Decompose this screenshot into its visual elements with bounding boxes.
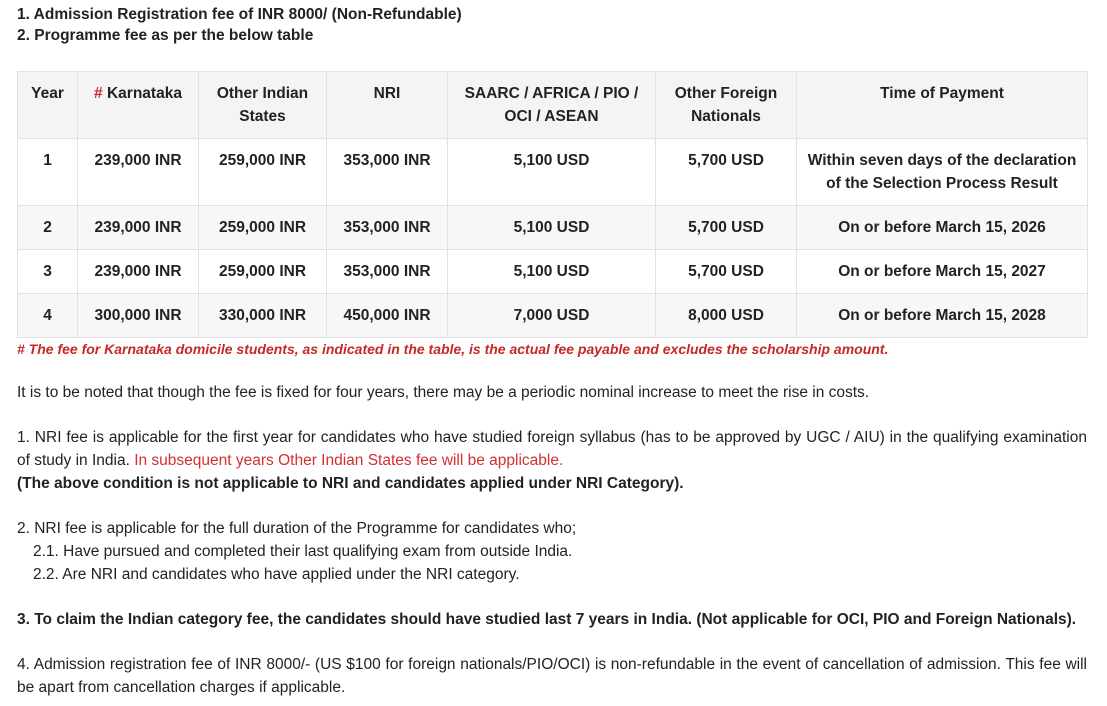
table-header-row (18, 72, 1088, 139)
cell-time: Within seven days of the declaration of the Selection Process Result (797, 139, 1088, 206)
header-saarc: SAARC / AFRICA / PIO / OCI / ASEAN (448, 72, 656, 139)
cell-foreign: 5,700 USD (656, 206, 797, 250)
table-row (18, 206, 1088, 250)
point-1-condition: (The above condition is not applicable to NRI and candidates applied under NRI Category). (17, 475, 684, 492)
header-year: Year (18, 72, 78, 139)
cell-time: On or before March 15, 2027 (797, 250, 1088, 294)
header-nri: NRI (327, 72, 448, 139)
fee-increase-note: It is to be noted that though the fee is fixed for four years, there may be a periodic nominal increase to meet the rise in costs. (17, 384, 870, 401)
cell-foreign: 5,700 USD (656, 250, 797, 294)
cell-year: 1 (18, 139, 78, 206)
cell-other-states: 259,000 INR (199, 139, 327, 206)
header-time: Time of Payment (797, 72, 1088, 139)
header-other-states: Other Indian States (199, 72, 327, 139)
cell-karnataka: 239,000 INR (78, 139, 199, 206)
point-2-1: 2.1. Have pursued and completed their last qualifying exam from outside India. (33, 543, 573, 560)
cell-saarc: 7,000 USD (448, 294, 656, 338)
cell-nri: 450,000 INR (327, 294, 448, 338)
intro-line-2: 2. Programme fee as per the below table (17, 27, 314, 44)
header-karnataka-label: Karnataka (102, 85, 182, 102)
point-1-main: 1. NRI fee is applicable for the first year for candidates who have studied foreign syllabus (has to be approved by UGC / AIU) in the qualifying examination of study in India. (17, 429, 1087, 469)
cell-nri: 353,000 INR (327, 139, 448, 206)
cell-karnataka: 239,000 INR (78, 206, 199, 250)
point-2-text: 2. NRI fee is applicable for the full duration of the Programme for candidates who; (17, 520, 577, 537)
cell-karnataka: 239,000 INR (78, 250, 199, 294)
intro-line-1: 1. Admission Registration fee of INR 8000/ (Non-Refundable) (17, 6, 462, 23)
cell-saarc: 5,100 USD (448, 139, 656, 206)
point-2-2: 2.2. Are NRI and candidates who have applied under the NRI category. (33, 566, 520, 583)
cell-other-states: 259,000 INR (199, 250, 327, 294)
table-row (18, 250, 1088, 294)
cell-saarc: 5,100 USD (448, 250, 656, 294)
point-1 (17, 426, 1087, 495)
cell-year: 2 (18, 206, 78, 250)
hash-mark: # (94, 85, 103, 102)
cell-nri: 353,000 INR (327, 206, 448, 250)
cell-foreign: 8,000 USD (656, 294, 797, 338)
cell-other-states: 330,000 INR (199, 294, 327, 338)
cell-nri: 353,000 INR (327, 250, 448, 294)
cell-year: 3 (18, 250, 78, 294)
header-foreign: Other Foreign Nationals (656, 72, 797, 139)
cell-year: 4 (18, 294, 78, 338)
cell-time: On or before March 15, 2026 (797, 206, 1088, 250)
table-row (18, 294, 1088, 338)
cell-other-states: 259,000 INR (199, 206, 327, 250)
cell-saarc: 5,100 USD (448, 206, 656, 250)
header-karnataka (78, 72, 199, 139)
karnataka-fee-note: # The fee for Karnataka domicile students, as indicated in the table, is the actual fee payable and excludes the scholarship amount. (17, 341, 889, 357)
point-3: 3. To claim the Indian category fee, the candidates should have studied last 7 years in India. (Not applicable for OCI, PIO and Foreign Nationals). (17, 611, 1077, 628)
cell-karnataka: 300,000 INR (78, 294, 199, 338)
fee-table (17, 71, 1088, 338)
cell-time: On or before March 15, 2028 (797, 294, 1088, 338)
cell-foreign: 5,700 USD (656, 139, 797, 206)
intro (17, 4, 1087, 46)
point-1-red: In subsequent years Other Indian States fee will be applicable. (134, 452, 564, 469)
point-4: 4. Admission registration fee of INR 8000/- (US $100 for foreign nationals/PIO/OCI) is non-refundable in the event of cancellation of admission. This fee will be apart from cancellation charges if applicable. (17, 656, 1087, 696)
point-1-text (17, 426, 1087, 472)
table-row (18, 139, 1088, 206)
point-2 (17, 517, 1087, 586)
